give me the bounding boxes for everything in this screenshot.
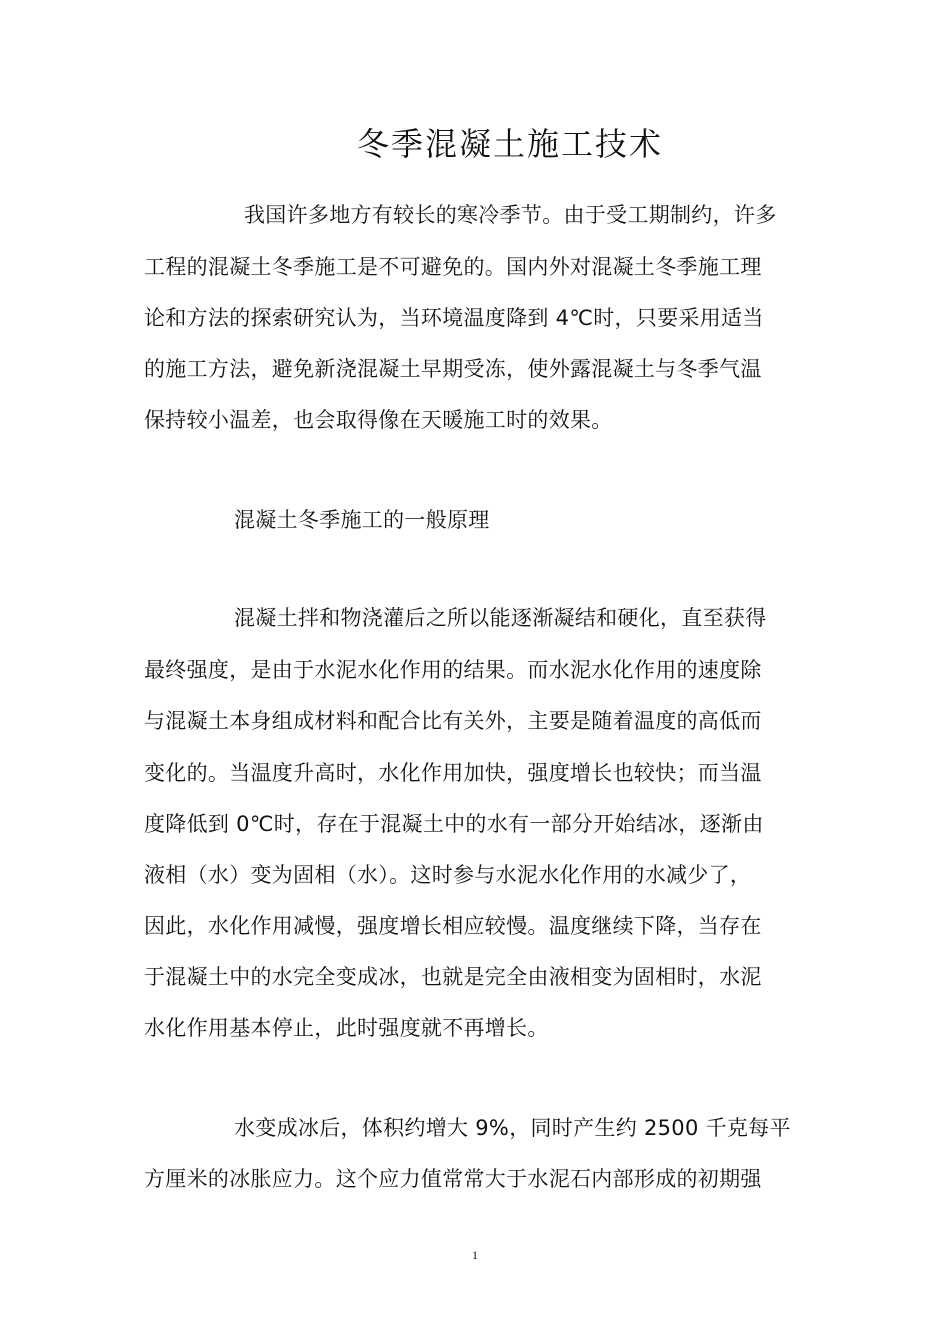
paragraph-3-line-3: 与混凝土本身组成材料和配合比有关外，主要是随着温度的高低而: [144, 709, 762, 733]
paragraph-3-line-6: 液相（水）变为固相（水）。这时参与水泥水化作用的水减少了，: [144, 863, 752, 887]
paragraph-1-line-5: 保持较小温差，也会取得像在天暖施工时的效果。: [144, 408, 613, 432]
paragraph-1-line-2: 工程的混凝土冬季施工是不可避免的。国内外对混凝土冬季施工理: [144, 255, 762, 279]
section-heading: 混凝土冬季施工的一般原理: [234, 508, 490, 532]
paragraph-3-line-2: 最终强度，是由于水泥水化作用的结果。而水泥水化作用的速度除: [144, 658, 762, 682]
paragraph-3-line-8: 于混凝土中的水完全变成冰，也就是完全由液相变为固相时，水泥: [144, 965, 762, 989]
paragraph-1-line-4: 的施工方法，避免新浇混凝土早期受冻，使外露混凝土与冬季气温: [144, 357, 762, 381]
paragraph-4-line-1: 水变成冰后，体积约增大 9%，同时产生约 2500 千克每平: [234, 1116, 791, 1140]
page-number: 1: [472, 1248, 478, 1262]
paragraph-3-line-5: 度降低到 0℃时，存在于混凝土中的水有一部分开始结冰，逐渐由: [144, 812, 764, 836]
paragraph-3-line-7: 因此，水化作用减慢，强度增长相应较慢。温度继续下降，当存在: [144, 914, 762, 938]
paragraph-3-line-9: 水化作用基本停止，此时强度就不再增长。: [144, 1016, 549, 1040]
paragraph-3-line-4: 变化的。当温度升高时，水化作用加快，强度增长也较快；而当温: [144, 761, 762, 785]
paragraph-1-line-1: 我国许多地方有较长的寒冷季节。由于受工期制约，许多: [244, 203, 777, 227]
document-title: 冬季混凝土施工技术: [356, 125, 663, 163]
paragraph-1-line-3: 论和方法的探索研究认为，当环境温度降到 4℃时，只要采用适当: [144, 306, 764, 330]
paragraph-4-line-2: 方厘米的冰胀应力。这个应力值常常大于水泥石内部形成的初期强: [144, 1167, 762, 1191]
paragraph-3-line-1: 混凝土拌和物浇灌后之所以能逐渐凝结和硬化，直至获得: [234, 606, 767, 630]
